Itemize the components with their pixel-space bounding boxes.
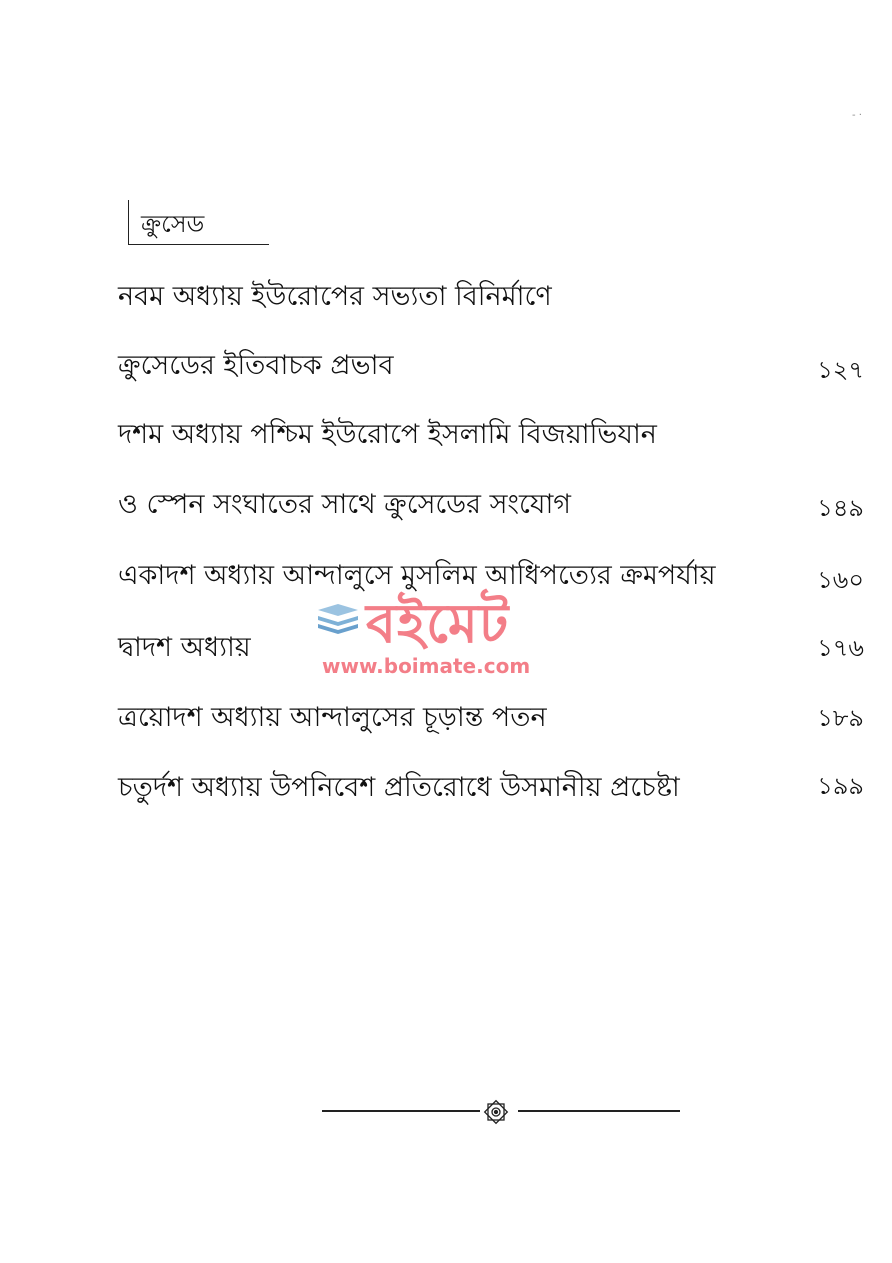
toc-entry-6-page: ১৭৬ [817, 634, 864, 662]
section-label: ক্রুসেড [141, 210, 205, 238]
toc-entry-1-title: নবম অধ্যায় ইউরোপের সভ্যতা বিনির্মাণে [118, 281, 552, 312]
watermark [316, 582, 580, 682]
toc-entry-5-title: একাদশ অধ্যায় আন্দালুসে মুসলিম আধিপত্যের ক্রমপর্যায় [118, 560, 716, 591]
toc-entry-7-page: ১৮৯ [817, 704, 864, 732]
footer-rule-right [518, 1110, 680, 1112]
footer-rule-left [322, 1110, 480, 1112]
toc-entry-5-page: ১৬০ [817, 566, 864, 594]
section-header [128, 200, 269, 245]
toc-entry-7-title: ত্রয়োদশ অধ্যায় আন্দালুসের চূড়ান্ত পতন [118, 702, 547, 733]
watermark-url: www.boimate.com [322, 654, 531, 678]
toc-entry-4-page: ১৪৯ [817, 494, 864, 522]
toc-entry-2-title: ক্রুসেডের ইতিবাচক প্রভাব [118, 350, 394, 381]
toc-entry-8-title: চতুর্দশ অধ্যায় উপনিবেশ প্রতিরোধে উসমানীয় প্রচেষ্টা [118, 772, 680, 803]
toc-entry-2-page: ১২৭ [817, 356, 864, 384]
toc-entry-6-title: দ্বাদশ অধ্যায় [118, 632, 251, 663]
toc-entry-4-title: ও স্পেন সংঘাতের সাথে ক্রুসেডের সংযোগ [118, 489, 571, 520]
book-stack-icon [316, 600, 360, 640]
watermark-title: বইমেট [366, 592, 510, 655]
toc-entry-3-title: দশম অধ্যায় পশ্চিম ইউরোপে ইসলামি বিজয়াভিযান [118, 419, 657, 450]
toc-entry-8-page: ১৯৯ [817, 772, 864, 800]
floral-ornament-icon [480, 1096, 512, 1128]
page-corner-mark: - · [852, 110, 862, 121]
